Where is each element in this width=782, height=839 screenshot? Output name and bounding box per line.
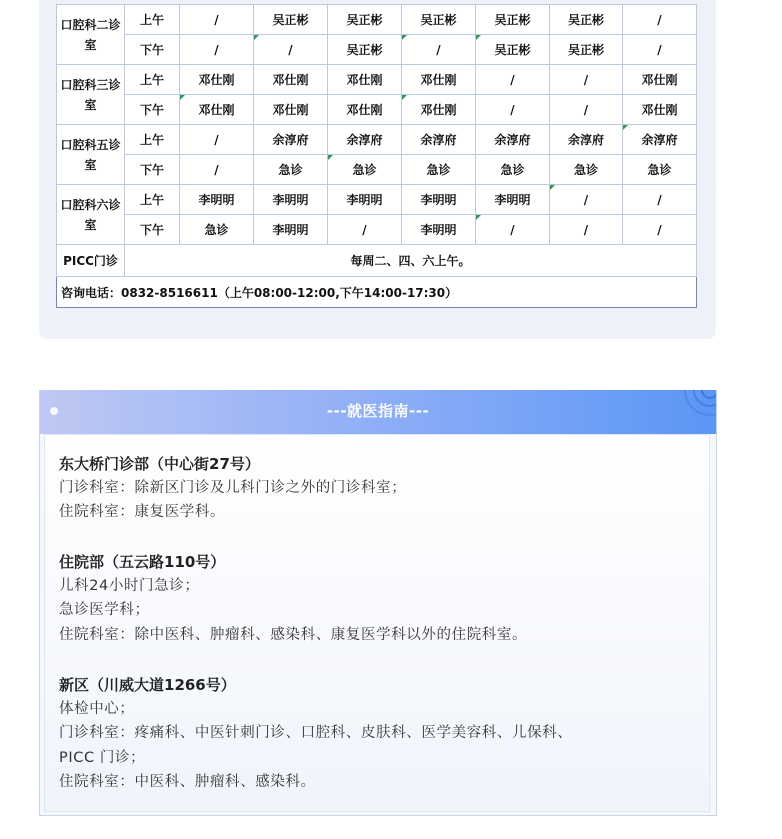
doctor-cell: / xyxy=(254,35,328,65)
guide-body xyxy=(44,434,710,812)
doctor-cell: 吴正彬 xyxy=(328,35,402,65)
doctor-cell: 吴正彬 xyxy=(254,5,328,35)
doctor-cell: / xyxy=(550,185,623,215)
doctor-cell: / xyxy=(623,5,697,35)
doctor-cell: 吴正彬 xyxy=(550,5,623,35)
doctor-cell: 余淳府 xyxy=(328,125,402,155)
doctor-cell: / xyxy=(402,35,476,65)
doctor-cell: 急诊 xyxy=(254,155,328,185)
doctor-cell: 余淳府 xyxy=(550,125,623,155)
schedule-row xyxy=(57,185,697,215)
doctor-cell: 邓仕刚 xyxy=(623,65,697,95)
doctor-cell: / xyxy=(623,35,697,65)
session-label: 上午 xyxy=(125,125,180,155)
guide-card xyxy=(39,390,717,816)
doctor-cell: 邓仕刚 xyxy=(180,65,254,95)
department-name: 口腔科六诊室 xyxy=(57,185,125,245)
session-label: 下午 xyxy=(125,155,180,185)
session-label: 上午 xyxy=(125,5,180,35)
session-label: 下午 xyxy=(125,95,180,125)
doctor-cell: / xyxy=(550,65,623,95)
doctor-cell: 急诊 xyxy=(328,155,402,185)
schedule-row xyxy=(57,155,697,185)
doctor-cell: / xyxy=(476,65,550,95)
doctor-cell: / xyxy=(180,125,254,155)
schedule-row xyxy=(57,95,697,125)
doctor-cell: 邓仕刚 xyxy=(254,95,328,125)
doctor-cell: / xyxy=(180,155,254,185)
doctor-cell: 李明明 xyxy=(180,185,254,215)
section-line: 住院科室：除中医科、肿瘤科、感染科、康复医学科以外的住院科室。 xyxy=(59,626,528,643)
doctor-cell: 急诊 xyxy=(402,155,476,185)
doctor-cell: 吴正彬 xyxy=(476,5,550,35)
department-name: 口腔科二诊室 xyxy=(57,5,125,65)
doctor-cell: 李明明 xyxy=(254,215,328,245)
doctor-cell: 邓仕刚 xyxy=(254,65,328,95)
guide-header xyxy=(40,390,716,434)
section-title: 新区（川威大道1266号） xyxy=(59,676,236,694)
doctor-cell: / xyxy=(328,215,402,245)
section-line: 住院科室：中医科、肿瘤科、感染科。 xyxy=(59,773,316,790)
schedule-row xyxy=(57,35,697,65)
doctor-cell: 余淳府 xyxy=(623,125,697,155)
schedule-table xyxy=(56,4,697,308)
guide-section-dongdaqiao xyxy=(59,452,709,525)
section-title: 住院部（五云路110号） xyxy=(59,553,226,571)
doctor-cell: 邓仕刚 xyxy=(402,65,476,95)
doctor-cell: / xyxy=(180,35,254,65)
doctor-cell: / xyxy=(623,185,697,215)
picc-note: 每周二、四、六上午。 xyxy=(125,245,697,277)
doctor-cell: 李明明 xyxy=(402,215,476,245)
section-title: 东大桥门诊部（中心街27号） xyxy=(59,455,260,473)
doctor-cell: 急诊 xyxy=(550,155,623,185)
doctor-cell: 吴正彬 xyxy=(476,35,550,65)
doctor-cell: 邓仕刚 xyxy=(623,95,697,125)
doctor-cell: / xyxy=(476,95,550,125)
session-label: 下午 xyxy=(125,215,180,245)
section-line: 急诊医学科； xyxy=(59,602,150,619)
section-line: 体检中心； xyxy=(59,701,135,717)
doctor-cell: 余淳府 xyxy=(254,125,328,155)
doctor-cell: 邓仕刚 xyxy=(180,95,254,125)
session-label: 上午 xyxy=(125,185,180,215)
schedule-row xyxy=(57,215,697,245)
doctor-cell: 李明明 xyxy=(328,185,402,215)
doctor-cell: 邓仕刚 xyxy=(402,95,476,125)
doctor-cell: 急诊 xyxy=(623,155,697,185)
section-line: 儿科24小时门急诊； xyxy=(59,578,200,594)
section-line: PICC 门诊； xyxy=(59,749,146,766)
schedule-row xyxy=(57,125,697,155)
schedule-row xyxy=(57,5,697,35)
section-line: 门诊科室：疼痛科、中医针刺门诊、口腔科、皮肤科、医学美容科、儿保科、 xyxy=(59,725,573,742)
doctor-cell: / xyxy=(550,215,623,245)
department-name: 口腔科三诊室 xyxy=(57,65,125,125)
doctor-cell: 吴正彬 xyxy=(402,5,476,35)
doctor-cell: 邓仕刚 xyxy=(328,65,402,95)
doctor-cell: 急诊 xyxy=(476,155,550,185)
doctor-cell: 吴正彬 xyxy=(328,5,402,35)
session-label: 下午 xyxy=(125,35,180,65)
doctor-cell: / xyxy=(476,215,550,245)
doctor-cell: 李明明 xyxy=(476,185,550,215)
doctor-cell: 邓仕刚 xyxy=(328,95,402,125)
contact-row xyxy=(57,277,697,308)
section-line: 门诊科室：除新区门诊及儿科门诊之外的门诊科室； xyxy=(59,480,407,496)
doctor-cell: 吴正彬 xyxy=(550,35,623,65)
decorative-arc-icon xyxy=(678,390,716,424)
section-line: 住院科室：康复医学科。 xyxy=(59,504,226,521)
doctor-cell: 李明明 xyxy=(254,185,328,215)
doctor-cell: 余淳府 xyxy=(476,125,550,155)
contact-info: 咨询电话：0832-8516611（上午08:00-12:00,下午14:00-17:30） xyxy=(57,277,697,308)
doctor-cell: / xyxy=(623,215,697,245)
picc-label: PICC门诊 xyxy=(57,245,125,277)
guide-section-new-district xyxy=(59,673,709,794)
doctor-cell: / xyxy=(550,95,623,125)
doctor-cell: 急诊 xyxy=(180,215,254,245)
doctor-cell: 余淳府 xyxy=(402,125,476,155)
guide-section-inpatient xyxy=(59,550,709,647)
doctor-cell: 李明明 xyxy=(402,185,476,215)
session-label: 上午 xyxy=(125,65,180,95)
schedule-row xyxy=(57,65,697,95)
guide-title: ---就医指南--- xyxy=(326,402,430,420)
doctor-cell: / xyxy=(180,5,254,35)
department-name: 口腔科五诊室 xyxy=(57,125,125,185)
picc-row xyxy=(57,245,697,277)
